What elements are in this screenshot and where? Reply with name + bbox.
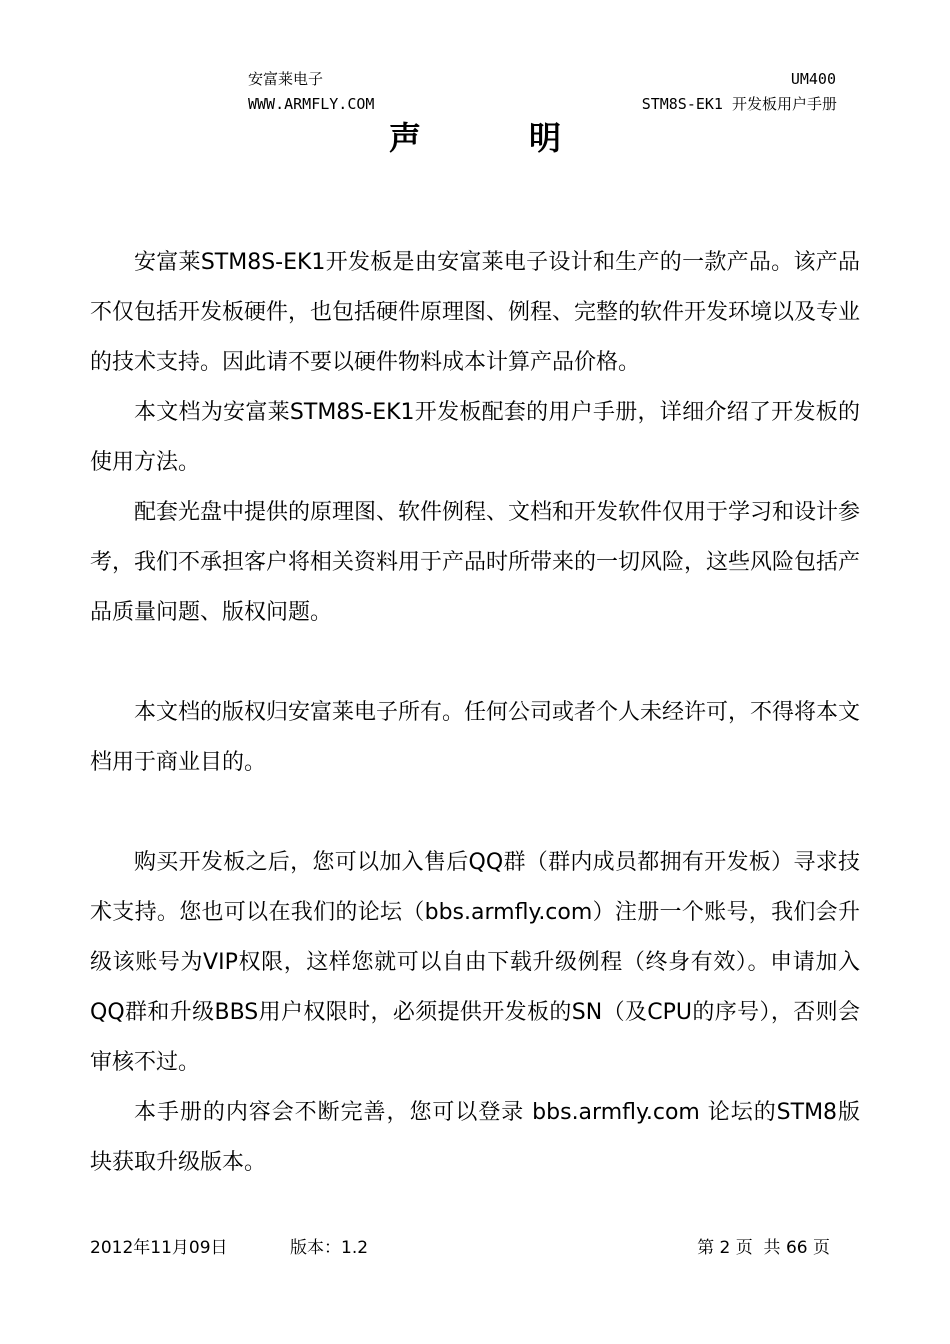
footer-version: 版本：1.2 [290,1238,369,1258]
paragraph-product-intro: 安富莱STM8S-EK1开发板是由安富莱电子设计和生产的一款产品。该产品不仅包括开发板硬件，也包括硬件原理图、例程、完整的软件开发环境以及专业的技术支持。因此请不要以硬件物料成本计算产品价格。 [90,250,861,375]
page-title-char-2: 明 [529,119,562,157]
paragraph-disclaimer: 配套光盘中提供的原理图、软件例程、文档和开发软件仅用于学习和设计参考，我们不承担客户将相关资料用于产品时所带来的一切风险，这些风险包括产品质量问题、版权问题。 [90,500,861,625]
footer-page-number: 第 2 页 共 66 页 [697,1238,830,1258]
paragraph-support: 购买开发板之后，您可以加入售后QQ群（群内成员都拥有开发板）寻求技术支持。您也可以在我们的论坛（bbs.armfly.com）注册一个账号，我们会升级该账号为VIP权限，这样您就可以自由下载升级例程（终身有效）。申请加入QQ群和升级BBS用户权限时，必须提供开发板的SN（及CPU的序号），否则会审核不过。 [90,850,860,1075]
page-title [0,116,950,160]
header-company: 安富莱电子 [248,70,324,88]
footer-date: 2012年11月09日 [90,1238,228,1258]
paragraph-copyright: 本文档的版权归安富莱电子所有。任何公司或者个人未经许可，不得将本文档用于商业目的。 [90,700,861,775]
header-doc-id: UM400 [790,70,836,88]
statement-body [90,238,860,1188]
paragraph-updates: 本手册的内容会不断完善，您可以登录 bbs.armfly.com 论坛的STM8版块获取升级版本。 [90,1100,860,1175]
header-product-title: STM8S-EK1 开发板用户手册 [641,95,837,113]
page-title-char-1: 声 [388,119,421,157]
paragraph-manual-purpose: 本文档为安富莱STM8S-EK1开发板配套的用户手册，详细介绍了开发板的使用方法。 [90,400,860,475]
header-website: WWW.ARMFLY.COM [248,95,375,113]
